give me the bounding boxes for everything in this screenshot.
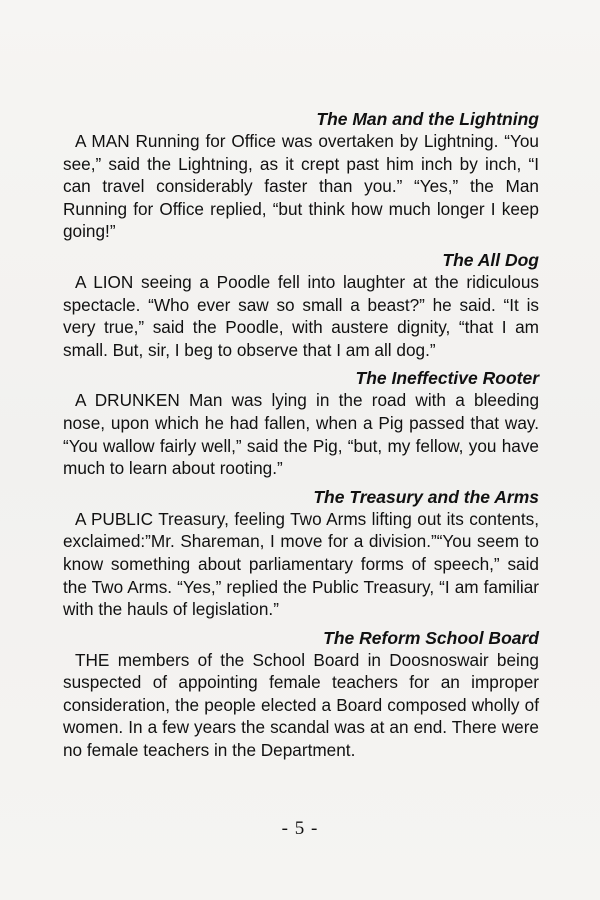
fable-body: A PUBLIC Treasury, feeling Two Arms lifting out its contents, exclaimed:”Mr. Shareman, I move for a division.”“You seem to know something about parliamentary forms of speech,” said the Two Arms. “Yes,” replied the Public Treasury, “I am familiar with the hauls of legislation.” [63,508,539,620]
fable-title: The Reform School Board [323,627,539,648]
fable-title: The Ineffective Rooter [355,368,539,389]
fable-4 [63,486,539,621]
fables-column [63,108,539,768]
fable-body: A MAN Running for Office was overtaken by Lightning. “You see,” said the Lightning, as it crept past him inch by inch, “I can travel considerably faster than you.” “Yes,” the Man Running for Office replied, “but think how much longer I keep going!” [63,131,539,242]
fable-2 [63,249,539,361]
fable-title: The Treasury and the Arms [313,486,539,507]
fable-body: A DRUNKEN Man was lying in the road with a bleeding nose, upon which he had fallen, when a Pig passed that way. “You wallow fairly well,” said the Pig, “but, my fellow, you have much to learn about rooting.” [63,390,539,479]
fable-body: A LION seeing a Poodle fell into laughter at the ridiculous spectacle. “Who ever saw so small a beast?” he said. “It is very true,” said the Poodle, with austere dignity, “that I am small. But, sir, I beg to observe that I am all dog.” [63,271,539,360]
fable-body: THE members of the School Board in Doosnoswair being suspected of appointing female teachers for an improper consideration, the people elected a Board composed wholly of women. In a few years the scandal was at an end. There were no female teachers in the Department. [63,649,539,761]
page-number: - 5 - [281,818,319,839]
fable-1 [63,108,539,243]
fable-5 [63,627,539,762]
fable-title: The All Dog [442,249,539,270]
fable-3 [63,367,539,479]
fable-title: The Man and the Lightning [316,109,539,129]
